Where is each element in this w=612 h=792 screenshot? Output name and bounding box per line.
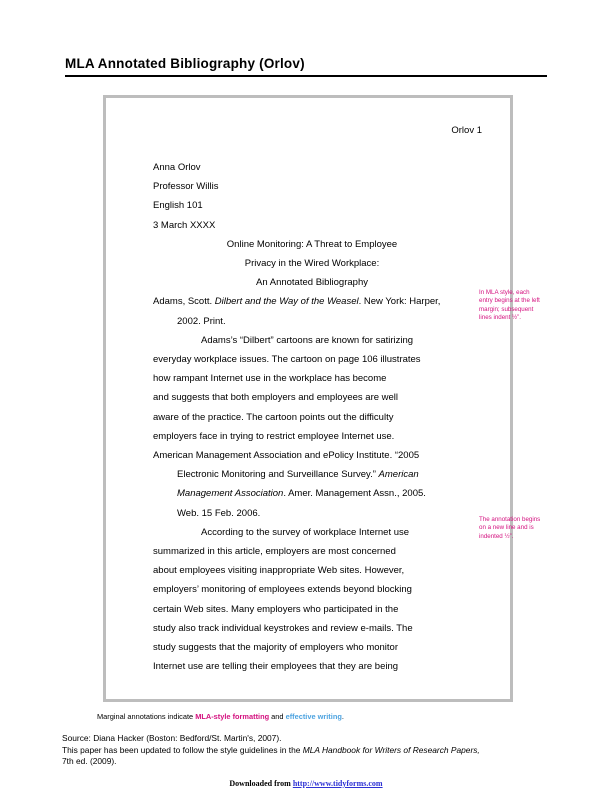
header-line: Professor Willis [153,181,219,193]
annotation-line [153,427,471,446]
source-line-3: 7th ed. (2009). [62,756,117,766]
annotation-line [153,600,471,619]
italic-text: American [378,469,419,481]
plain-text: Web. 15 Feb. 2006. [177,507,261,519]
annotation-line [153,350,471,369]
title-line: An Annotated Bibliography [256,277,368,289]
italic-text: MLA Handbook for Writers of Research Papers, [302,744,480,755]
plain-text: how rampant Internet use in the workplace has become [153,373,387,385]
title-line: Privacy in the Wired Workplace: [244,258,380,270]
document-page-preview [103,95,513,702]
plain-text: Electronic Monitoring and Surveillance Survey.” [177,469,379,481]
download-label: Downloaded from [229,779,293,788]
citation-line [153,504,471,523]
annotation-line [153,408,471,427]
document-body [153,158,471,676]
citation-line [153,465,471,484]
annotation-line [153,388,471,407]
download-footer [0,778,612,789]
download-url-link[interactable]: http://www.tidyforms.com [292,779,383,788]
running-head: Orlov 1 [451,125,482,136]
bibliography-entry-1-citation [153,292,471,330]
legend-prefix: Marginal annotations indicate [97,712,196,721]
legend-middle: and [269,712,286,721]
plain-text: This paper has been updated to follow the style guidelines in the [62,744,303,755]
header-line: Anna Orlov [153,162,201,173]
plain-text: study also track individual keystrokes and review e-mails. The [153,622,413,634]
header-line: 3 March XXXX [153,219,216,231]
citation-line [153,312,471,331]
plain-text: about employees visiting inappropriate Web sites. However, [153,565,405,577]
legend-effective-label: effective writing [285,712,342,721]
plain-text: Internet use are telling their employees that they are being [153,661,399,673]
annotation-line [153,369,471,388]
annotation-line [153,561,471,580]
plain-text: Adams, Scott. [153,296,215,308]
margin-annotation-entry-format: In MLA style, each entry begins at the left margin; subsequent lines indent ½”. [479,289,540,322]
page-heading [65,56,547,77]
plain-text: summarized in this article, employers are most concerned [153,546,396,558]
annotation-line [153,523,471,542]
citation-line [153,484,471,503]
legend-mla-label: MLA-style formatting [195,712,270,721]
document-page-inner [106,98,510,699]
plain-text: aware of the practice. The cartoon points out the difficulty [153,411,394,423]
citation-line [153,446,471,465]
plain-text: American Management Association and ePolicy Institute. “2005 [153,450,420,462]
plain-text: employers’ monitoring of employees extends beyond blocking [153,584,412,596]
bibliography-entry-2-annotation [153,523,471,677]
annotation-line [153,638,471,657]
italic-text: Management Association [177,488,284,500]
citation-line [153,292,471,311]
plain-text: Adams’s “Dilbert” cartoons are known for satirizing [201,334,414,346]
annotation-line [153,331,471,350]
plain-text: employers face in trying to restrict employee Internet use. [153,430,395,442]
plain-text: and suggests that both employers and employees are well [153,392,399,404]
bibliography-entry-1-annotation [153,331,471,446]
student-header-block [153,158,471,235]
source-attribution [62,733,562,768]
italic-text: Dilbert and the Way of the Weasel [214,296,359,308]
page-title: MLA Annotated Bibliography (Orlov) [65,56,305,71]
annotation-line [153,580,471,599]
annotation-line [153,542,471,561]
plain-text: According to the survey of workplace Internet use [201,526,410,538]
plain-text: . New York: Harper, [358,296,441,308]
source-line-2 [62,745,562,757]
annotation-line [153,657,471,676]
header-line: English 101 [153,200,203,212]
paper-title-block [153,235,471,293]
plain-text: everyday workplace issues. The cartoon on page 106 illustrates [153,354,421,366]
plain-text: 2002. Print. [177,315,226,327]
legend-suffix: . [341,712,344,721]
source-line-1: Source: Diana Hacker (Boston: Bedford/St. Martin's, 2007). [62,733,282,743]
plain-text: . Amer. Management Assn., 2005. [283,488,426,500]
margin-annotation-annotation-indent: The annotation begins on a new line and is indented ½”. [479,516,541,540]
annotation-line [153,619,471,638]
title-line: Online Monitoring: A Threat to Employee [226,238,398,250]
bibliography-entry-2-citation [153,446,471,523]
plain-text: certain Web sites. Many employers who participated in the [153,603,399,615]
plain-text: study suggests that the majority of employers who monitor [153,642,399,654]
legend [97,712,344,722]
heading-divider [65,75,547,77]
